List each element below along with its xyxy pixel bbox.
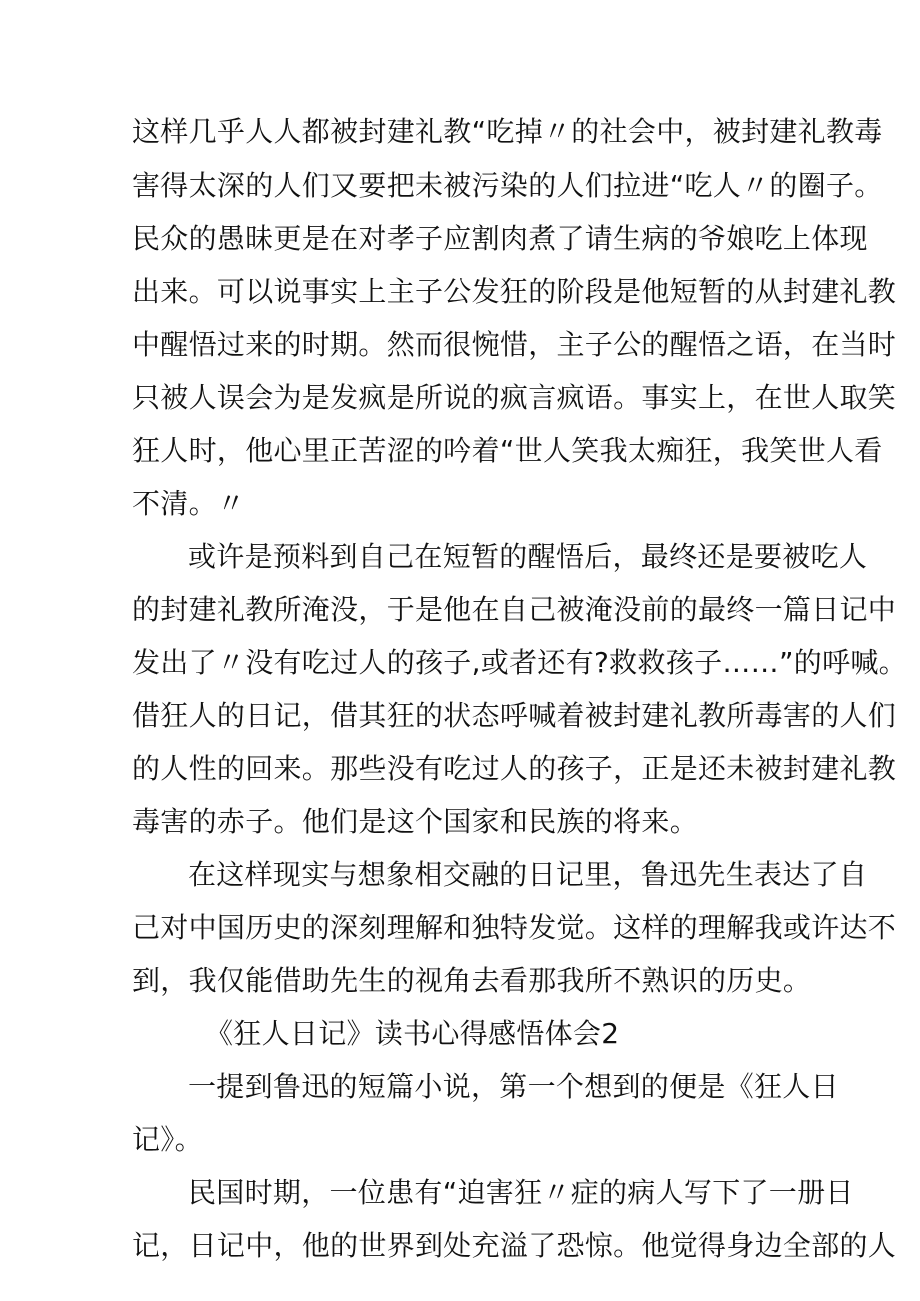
paragraph-first-line: 民国时期，一位患有“迫害狂〃症的病人写下了一册日 (188, 1176, 854, 1209)
text-line: 中醒悟过来的时期。然而很惋惜，主子公的醒悟之语，在当时 (132, 328, 897, 361)
text-line: 只被人误会为是发疯是所说的疯言疯语。事实上，在世人取笑 (132, 381, 897, 414)
text-line: 发出了〃没有吃过人的孩子,或者还有?救救孩子……”的呼喊。 (132, 646, 907, 679)
text-line: 到，我仅能借助先生的视角去看那我所不熟识的历史。 (132, 964, 812, 997)
text-line: 的封建礼教所淹没，于是他在自己被淹没前的最终一篇日记中 (132, 593, 897, 626)
text-line: 不清。〃 (132, 487, 246, 520)
text-line: 记》。 (132, 1123, 203, 1156)
text-line: 记，日记中，他的世界到处充溢了恐惊。他觉得身边全部的人 (132, 1229, 897, 1262)
text-line: 出来。可以说事实上主子公发狂的阶段是他短暂的从封建礼教 (132, 275, 897, 308)
text-line: 狂人时，他心里正苦涩的吟着“世人笑我太痴狂，我笑世人看 (132, 434, 883, 467)
paragraph-first-line: 或许是预料到自己在短暂的醒悟后，最终还是要被吃人 (188, 540, 868, 573)
text-line: 毒害的赤子。他们是这个国家和民族的将来。 (132, 805, 699, 838)
text-line: 的人性的回来。那些没有吃过人的孩子，正是还未被封建礼教 (132, 752, 897, 785)
text-line: 借狂人的日记，借其狂的状态呼喊着被封建礼教所毒害的人们 (132, 699, 897, 732)
text-line: 己对中国历史的深刻理解和独特发觉。这样的理解我或许达不 (132, 911, 897, 944)
section-title: 《狂人日记》读书心得感悟体会2 (205, 1017, 620, 1050)
text-line: 害得太深的人们又要把未被污染的人们拉进“吃人〃的圈子。 (132, 169, 883, 202)
paragraph-first-line: 一提到鲁迅的短篇小说，第一个想到的便是《狂人日 (188, 1070, 839, 1103)
text-line: 这样几乎人人都被封建礼教“吃掉〃的社会中，被封建礼教毒 (132, 115, 883, 148)
paragraph-first-line: 在这样现实与想象相交融的日记里，鲁迅先生表达了自 (188, 858, 868, 891)
text-line: 民众的愚昧更是在对孝子应割肉煮了请生病的爷娘吃上体现 (132, 222, 868, 255)
